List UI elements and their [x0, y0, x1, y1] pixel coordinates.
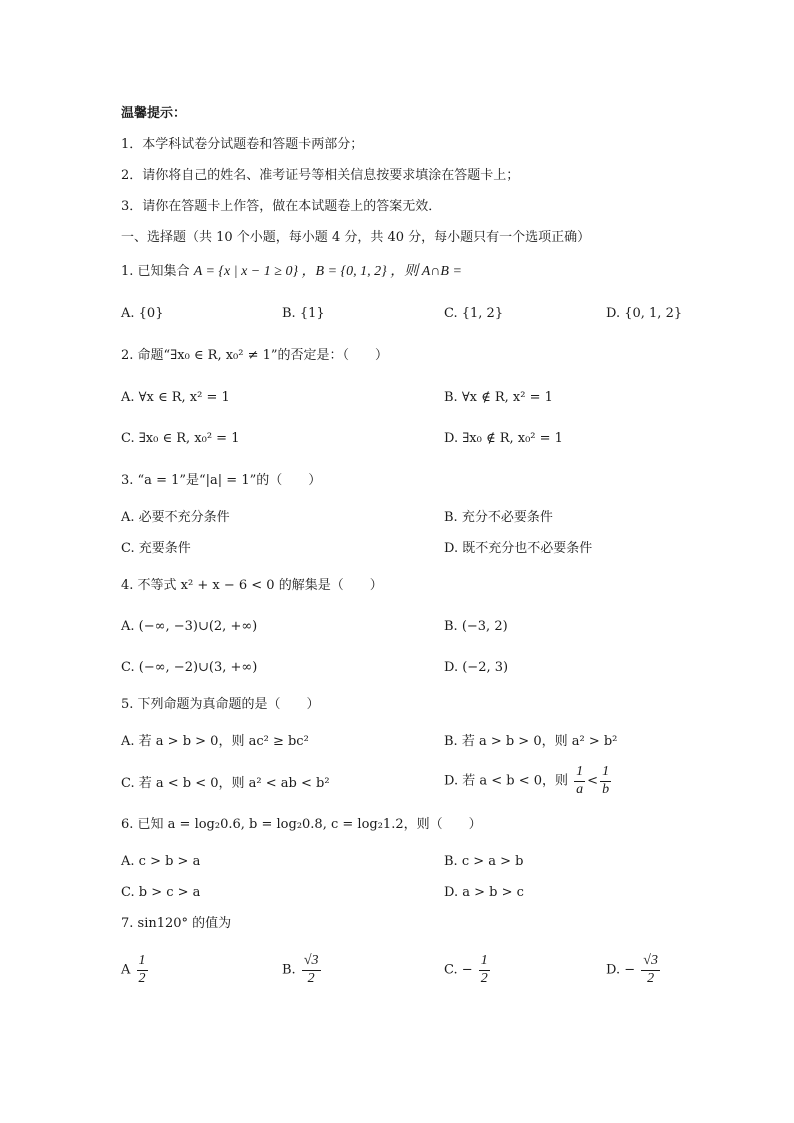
q3-option-c[interactable]: C. 充要条件 — [121, 541, 191, 556]
q7-d-num: √3 — [641, 953, 660, 971]
question-5: 5. 下列命题为真命题的是（ ） — [121, 697, 320, 712]
q2-option-b[interactable]: B. ∀x ∉ R, x² = 1 — [444, 390, 553, 405]
q7-option-b-frac — [302, 953, 321, 988]
q6-option-c[interactable]: C. b > c > a — [121, 885, 201, 900]
q5-fraction-left — [574, 764, 585, 799]
q6-option-a[interactable]: A. c > b > a — [121, 854, 201, 869]
q3-option-d[interactable]: D. 既不充分也不必要条件 — [444, 541, 593, 556]
q3-option-a[interactable]: A. 必要不充分条件 — [121, 510, 230, 525]
q1-option-b[interactable]: B. {1} — [282, 306, 325, 321]
q7-option-d-frac — [641, 953, 660, 988]
q7-option-c-label: C. − — [444, 962, 473, 978]
q1-option-c[interactable]: C. {1, 2} — [444, 306, 504, 321]
q7-option-a-frac — [137, 953, 148, 988]
q4-option-c[interactable]: C. (−∞, −2)∪(3, +∞) — [121, 660, 258, 675]
q7-d-den: 2 — [647, 970, 655, 986]
q7-option-d[interactable] — [606, 953, 662, 988]
q5-option-b[interactable]: B. 若 a > b > 0，则 a² > b² — [444, 734, 618, 749]
q2-option-c[interactable]: C. ∃x₀ ∈ R, x₀² = 1 — [121, 431, 240, 446]
q4-option-d[interactable]: D. (−2, 3) — [444, 660, 509, 675]
q7-option-c-frac — [479, 953, 490, 988]
q5-fraction-left-num: 1 — [574, 764, 585, 782]
question-3: 3. “a = 1”是“|a| = 1”的（ ） — [121, 473, 322, 488]
question-1-math: A = {x | x − 1 ≥ 0} ，B = {0, 1, 2} ，则 A∩B = — [193, 264, 462, 279]
q5-option-a[interactable]: A. 若 a > b > 0，则 ac² ≥ bc² — [121, 734, 309, 749]
q7-option-b-label: B. — [282, 962, 296, 978]
q7-option-c[interactable] — [444, 953, 492, 988]
question-7: 7. sin120° 的值为 — [121, 916, 232, 931]
q7-a-den: 2 — [138, 970, 146, 986]
q7-b-num: √3 — [302, 953, 321, 971]
q6-option-b[interactable]: B. c > a > b — [444, 854, 524, 869]
q5-fraction-left-den: a — [576, 781, 584, 797]
q5-fraction-right — [600, 764, 611, 799]
question-1 — [121, 264, 462, 281]
tips-title: 温馨提示： — [121, 106, 187, 121]
tip-item-3: 3．请你在答题卡上作答，做在本试题卷上的答案无效． — [121, 199, 442, 214]
q5-option-d-text: D. 若 a < b < 0，则 — [444, 773, 569, 789]
q6-option-d[interactable]: D. a > b > c — [444, 885, 524, 900]
question-6: 6. 已知 a = log₂0.6, b = log₂0.8, c = log₂1.2，则（ ） — [121, 817, 482, 832]
question-4: 4. 不等式 x² + x − 6 < 0 的解集是（ ） — [121, 578, 383, 593]
tip-item-1: 1．本学科试卷分试题卷和答题卡两部分； — [121, 137, 364, 152]
section-heading: 一、选择题（共 10 个小题，每小题 4 分，共 40 分，每小题只有一个选项正确） — [121, 230, 591, 245]
q5-fraction-right-num: 1 — [600, 764, 611, 782]
q1-option-d[interactable]: D. {0, 1, 2} — [606, 306, 683, 321]
q4-option-a[interactable]: A. (−∞, −3)∪(2, +∞) — [121, 619, 258, 634]
question-2: 2. 命题“∃x₀ ∈ R, x₀² ≠ 1”的否定是：（ ） — [121, 348, 389, 363]
q4-option-b[interactable]: B. (−3, 2) — [444, 619, 508, 634]
q7-b-den: 2 — [307, 970, 315, 986]
q2-option-a[interactable]: A. ∀x ∈ R, x² = 1 — [121, 390, 230, 405]
q1-option-a[interactable]: A. {0} — [121, 306, 164, 321]
q7-c-den: 2 — [480, 970, 488, 986]
q5-fraction-op: < — [587, 773, 599, 789]
q7-a-num: 1 — [137, 953, 148, 971]
question-1-stem: 1. 已知集合 — [121, 264, 190, 279]
q7-option-a-label: A — [121, 962, 131, 978]
q7-c-num: 1 — [479, 953, 490, 971]
q3-option-b[interactable]: B. 充分不必要条件 — [444, 510, 553, 525]
tip-item-2: 2．请你将自己的姓名、准考证号等相关信息按要求填涂在答题卡上； — [121, 168, 520, 183]
q2-option-d[interactable]: D. ∃x₀ ∉ R, x₀² = 1 — [444, 431, 563, 446]
q7-option-d-label: D. − — [606, 962, 636, 978]
q5-option-d[interactable] — [444, 764, 613, 799]
q5-option-c[interactable]: C. 若 a < b < 0，则 a² < ab < b² — [121, 776, 330, 791]
q5-fraction-right-den: b — [602, 781, 610, 797]
q7-option-a[interactable] — [121, 953, 150, 988]
q7-option-b[interactable] — [282, 953, 323, 988]
